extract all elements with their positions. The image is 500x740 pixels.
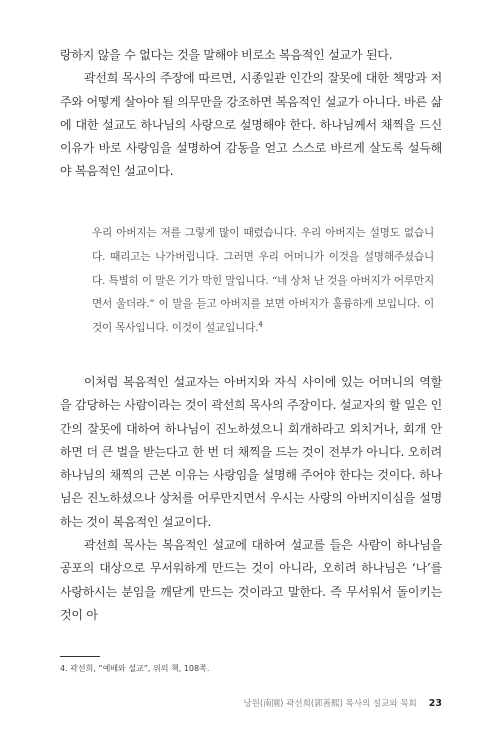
quote-text: 우리 아버지는 저를 그렇게 많이 때렸습니다. 우리 아버지는 설명도 없습니다. 때리고는 나가버립니다. 그러면 우리 어머니가 이것을 설명해주셨습니다. 특별히 이 말은 기가 막힌 말입니다. “네 상처 난 것을 아버지가 어루만지면서 울더라.” 이 말을 듣고 아버지를 보면 아버지가 훌륭하게 보입니다. 이것이 목사입니다. 이것이 설교입니다. — [92, 227, 434, 335]
paragraph-preacher-role: 이처럼 복음적인 설교자는 아버지와 자식 사이에 있는 어머니의 역할을 감당하는 사람이라는 것이 곽선희 목사의 주장이다. 설교자의 할 일은 인간의 잘못에 대하여 하나님이 진노하셨으니 회개하라고 외치거나, 회개 안하면 더 큰 벌을 받는다고 한 번 더 채찍을 드는 것이 전부가 아니다. 오히려 하나님의 채찍의 근본 이유는 사랑임을 설명해 주어야 한다는 것이다. 하나님은 진노하셨으나 상처를 어루만지면서 우시는 사랑의 아버지이심을 설명하는 것이 복음적인 설교이다. — [60, 375, 442, 529]
page-number: 23 — [428, 698, 442, 709]
lower-body-text — [60, 371, 442, 627]
block-quote — [92, 222, 434, 341]
footnote-reference: 4 — [258, 320, 263, 329]
paragraph-gospel-sermon: 곽선희 목사는 복음적인 설교에 대하여 설교를 들은 사람이 하나님을 공포의 대상으로 무서워하게 만드는 것이 아니라, 오히려 하나님은 ‘나’를 사랑하시는 분임을 깨닫게 만드는 것이라고 말한다. 즉 무서워서 돌이키는 것이 아 — [60, 538, 442, 622]
upper-body-text — [60, 44, 442, 184]
running-footer — [243, 697, 442, 709]
running-header-title: 낭원(南園) 곽선희(郭善熙) 목사의 설교와 목회 — [243, 699, 417, 709]
paragraph-continuation: 랑하지 않을 수 없다는 것을 말해야 비로소 복음적인 설교가 된다. — [60, 48, 393, 62]
footnote: 4. 곽선희, “예배와 설교”, 위의 책, 108쪽. — [60, 664, 210, 673]
paragraph-main-claim: 곽선희 목사의 주장에 따르면, 시종일관 인간의 잘못에 대한 책망과 저주와 어떻게 살아야 될 의무만을 강조하면 복음적인 설교가 아니다. 바른 삶에 대한 설교도 하나님의 사랑으로 설명해야 한다. 하나님께서 채찍을 드신 이유가 바로 사랑임을 설명하여 감동을 얻고 스스로 바르게 살도록 설득해야 복음적인 설교이다. — [60, 71, 442, 179]
footnote-divider — [60, 656, 100, 657]
